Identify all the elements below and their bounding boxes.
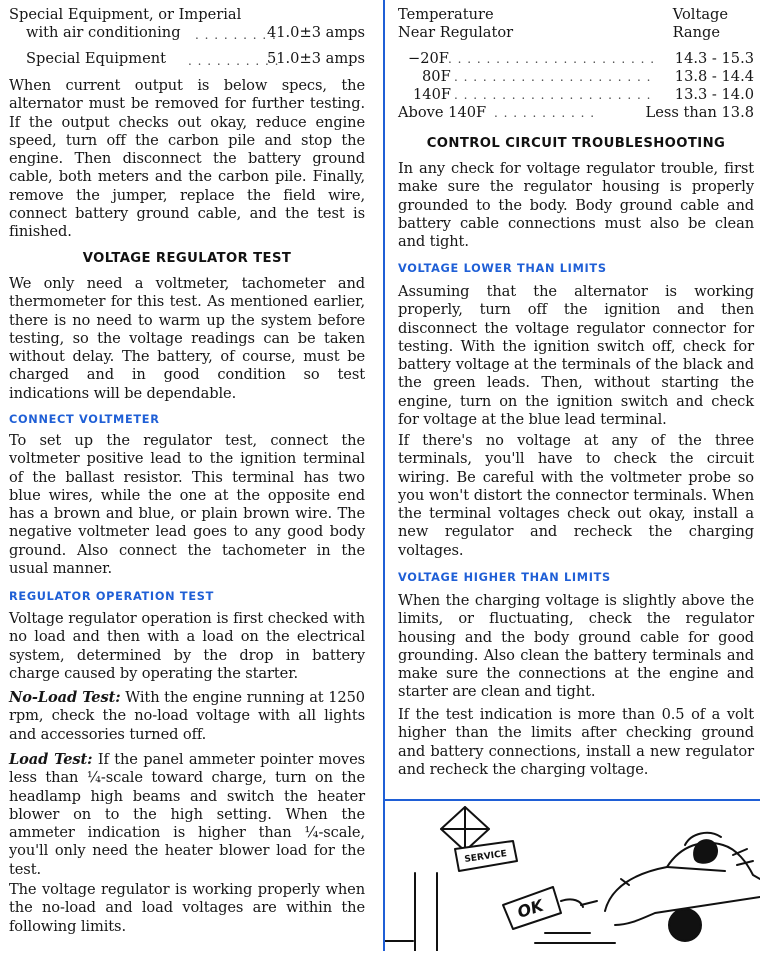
car-wheel xyxy=(669,909,701,941)
paragraph-load-test xyxy=(9,751,365,879)
table-cell-range: 13.3 - 14.0 xyxy=(674,86,754,103)
leader-dots: . . . . . . . . . . xyxy=(188,54,280,68)
voltage-table-body xyxy=(398,50,754,122)
subheading-voltage-lower: VOLTAGE LOWER THAN LIMITS xyxy=(398,262,607,275)
spec-value: 41.0±3 amps xyxy=(266,24,365,41)
leader-dots: . . . . . . . . . . . . . . . . . . . . . xyxy=(454,70,652,84)
table-cell-temp: Above 140F xyxy=(398,104,487,121)
no-load-text: With the engine running at 1250 rpm, check the no-load voltage with all lights and accessories turned off. xyxy=(9,689,365,743)
spec-value: 51.0±3 amps xyxy=(266,50,365,67)
subheading-connect-voltmeter: CONNECT VOLTMETER xyxy=(9,413,160,426)
table-cell-temp: 80F xyxy=(422,68,451,85)
paragraph-working-properly: The voltage regulator is working properly when the no-load and load voltages are within the following limits. xyxy=(9,881,365,935)
pointing-hand xyxy=(561,899,583,907)
table-row xyxy=(398,86,754,104)
spec-imperial xyxy=(9,6,365,42)
table-cell-range: 13.8 - 14.4 xyxy=(674,68,754,85)
heading-voltage-regulator-test: VOLTAGE REGULATOR TEST xyxy=(82,251,292,266)
load-text: If the panel ammeter pointer moves less than ¼-scale toward charge, turn on the headlamp high beams and switch the heater blower on to the high setting. When the ammeter indication is higher than ¼-scale, you'll only need the heater blower load for the test. xyxy=(9,751,365,878)
paragraph-control-circuit: In any check for voltage regulator trouble, first make sure the regulator housing is properly grounded to the body. Body ground cable and battery cable connections must also be clean and tight. xyxy=(398,160,754,251)
table-cell-temp: −20F xyxy=(408,50,449,67)
spec-label: with air conditioning xyxy=(26,24,181,41)
paragraph-regulator-operation: Voltage regulator operation is first checked with no load and then with a load on the electrical system, determined by the drop in battery charge caused by operating the starter. xyxy=(9,610,365,682)
table-cell-range: Less than 13.8 xyxy=(645,104,754,121)
table-header-near-regulator: Near Regulator xyxy=(398,24,514,41)
subheading-voltage-higher: VOLTAGE HIGHER THAN LIMITS xyxy=(398,571,611,584)
table-header-voltage: Voltage xyxy=(672,6,728,23)
spec-label: Special Equipment, or Imperial xyxy=(9,6,242,23)
paragraph-voltage-higher: When the charging voltage is slightly above the limits, or fluctuating, check the regulator housing and the body ground cable for good grounding. Also clean the battery terminals and make sure the connections at the engine and starter are clean and tight. xyxy=(398,592,754,701)
leader-dots: . . . . . . . . . . . . . . . . . . . . . . xyxy=(448,52,656,66)
table-row xyxy=(398,104,754,122)
table-row xyxy=(398,50,754,68)
voltage-table-header xyxy=(398,6,754,46)
paragraph-no-load-test xyxy=(9,689,365,744)
subheading-regulator-operation: REGULATOR OPERATION TEST xyxy=(9,590,214,603)
table-header-temperature: Temperature xyxy=(398,6,494,23)
table-cell-range: 14.3 - 15.3 xyxy=(674,50,754,67)
service-sign-text: SERVICE xyxy=(463,849,508,865)
leader-dots: . . . . . . . . . . . xyxy=(494,106,596,120)
table-row xyxy=(398,68,754,86)
heading-control-circuit: CONTROL CIRCUIT TROUBLESHOOTING xyxy=(426,136,726,151)
leader-dots: . . . . . . . . . . . . . . . . . . . . . xyxy=(454,88,652,102)
paragraph-test-indication: If the test indication is more than 0.5 of a volt higher than the limits after checking ground and battery connections, install a new regulator and recheck the charging voltage. xyxy=(398,706,754,778)
leader-dots: . . . . . . . . . xyxy=(195,28,277,42)
spec-label: Special Equipment xyxy=(26,50,166,67)
paragraph-no-voltage: If there's no voltage at any of the three terminals, you'll have to check the circuit wiring. Be careful with the voltmeter probe so you won't distort the connector terminals. When the terminal voltages check out okay, install a new regulator and recheck the charging voltages. xyxy=(398,432,754,559)
paragraph-current-output: When current output is below specs, the alternator must be removed for further testing. If the output checks out okay, reduce engine speed, turn off the carbon pile and stop the engine. Then disconnect the battery ground cable, both meters and the carbon pile. Finally, remove the jumper, replace the field wire, connect battery ground cable, and the test is finished. xyxy=(9,77,365,241)
service-cartoon-illustration xyxy=(385,801,760,951)
paragraph-connect-voltmeter: To set up the regulator test, connect the voltmeter positive lead to the ignition terminal of the ballast resistor. This terminal has two blue wires, while the one at the opposite end has a brown and blue, or plain brown wire. The negative voltmeter lead goes to any good body ground. Also connect the tachometer in the usual manner. xyxy=(9,432,365,578)
paragraph-voltage-regulator: We only need a voltmeter, tachometer and thermometer for this test. As mentioned earlier, there is no need to warm up the system before testing, so the voltage readings can be taken without delay. The battery, of course, must be charged and in good condition so test indications will be dependable. xyxy=(9,275,365,402)
load-label: Load Test: xyxy=(9,751,93,768)
ok-flag-text: OK xyxy=(515,895,546,922)
spec-special xyxy=(9,50,365,68)
driver-head xyxy=(694,840,717,863)
table-header-range: Range xyxy=(672,24,720,41)
cartoon-drawing xyxy=(385,801,760,951)
no-load-label: No-Load Test: xyxy=(9,689,121,706)
paragraph-voltage-lower: Assuming that the alternator is working properly, turn off the ignition and then disconnect the voltage regulator connector for testing. With the ignition switch off, check for battery voltage at the terminals of the black and the green leads. Then, without starting the engine, turn on the ignition switch and check for voltage at the blue lead terminal. xyxy=(398,283,754,429)
table-cell-temp: 140F xyxy=(413,86,451,103)
